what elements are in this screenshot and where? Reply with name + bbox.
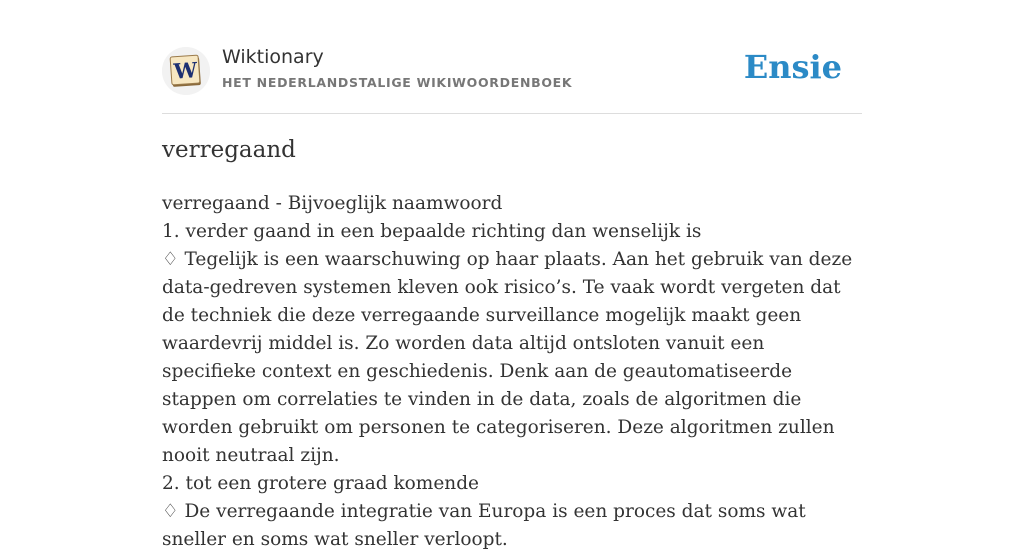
header-divider — [162, 113, 862, 114]
definition-body — [162, 190, 862, 554]
entry-title: verregaand — [162, 137, 296, 163]
wiktionary-logo-icon[interactable] — [162, 47, 210, 95]
sense-2: 2. tot een grotere graad komende — [162, 473, 480, 494]
site-header — [162, 44, 862, 100]
sense-1: 1. verder gaand in een bepaalde richting dan wenselijk is — [162, 221, 702, 242]
site-tagline: HET NEDERLANDSTALIGE WIKIWOORDENBOEK — [222, 75, 573, 90]
example-1: ♢ Tegelijk is een waarschuwing op haar plaats. Aan het gebruik van deze data-gedreven systemen kleven ook risico’s. Te vaak wordt vergeten dat de techniek die deze verregaande surveillance mogelijk maakt geen waardevrij middel is. Zo worden data altijd ontsloten vanuit een specifieke context en geschiedenis. Denk aan de geautomatiseerde stappen om correlaties te vinden in de data, zoals de algoritmen die worden gebruikt om personen te categoriseren. Deze algoritmen zullen nooit neutraal zijn. — [162, 249, 853, 466]
example-2: ♢ De verregaande integratie van Europa is een proces dat soms wat sneller en soms wat sneller verloopt. — [162, 501, 806, 550]
entry-headline: verregaand - Bijvoeglijk naamwoord — [162, 193, 503, 214]
site-name[interactable]: Wiktionary — [222, 46, 324, 68]
svg-text:W: W — [172, 57, 199, 84]
ensie-brand-logo[interactable]: Ensie — [743, 48, 842, 86]
